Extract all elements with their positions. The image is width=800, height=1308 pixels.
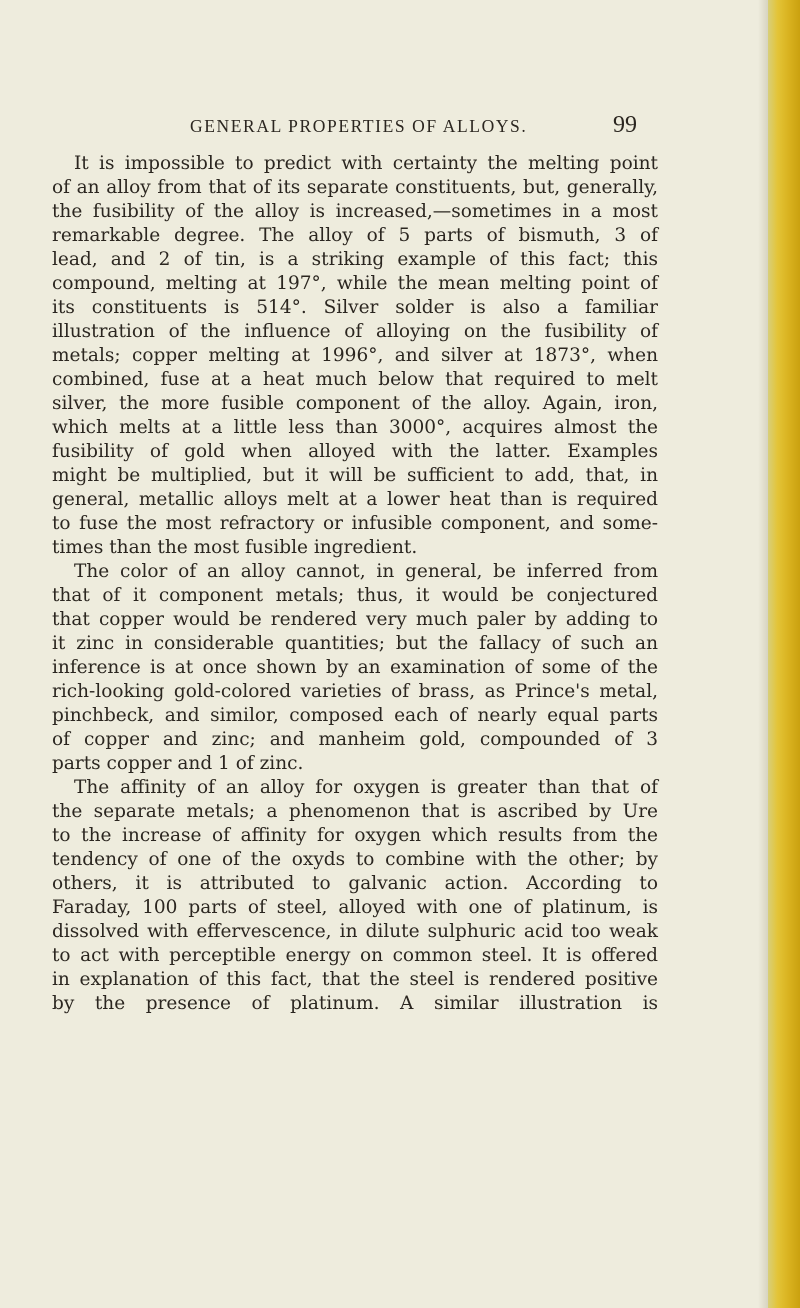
text-line: pinchbeck, and similor, composed each of nearly equal parts [52,705,658,726]
text-line: general, metallic alloys melt at a lower heat than is required [52,489,658,510]
text-line: fusibility of gold when alloyed with the latter. Examples [52,441,658,462]
text-line: to act with perceptible energy on common steel. It is offered [52,945,658,966]
text-line: which melts at a little less than 3000°, acquires almost the [52,417,658,438]
text-line: that of it component metals; thus, it would be conjectured [52,585,658,606]
text-line: of an alloy from that of its separate constituents, but, generally, [52,177,658,198]
text-line: times than the most fusible ingredient. [52,537,418,558]
text-line: by the presence of platinum. A similar illustration is [52,993,658,1014]
text-line: lead, and 2 of tin, is a striking example of this fact; this [52,249,658,270]
text-line: to fuse the most refractory or infusible component, and some- [52,513,658,534]
text-line: dissolved with effervescence, in dilute sulphuric acid too weak [52,921,658,942]
text-line: It is impossible to predict with certainty the melting point [74,153,658,174]
page-number: 99 [613,112,637,138]
text-line: the fusibility of the alloy is increased,—sometimes in a most [52,201,658,222]
text-line: that copper would be rendered very much paler by adding to [52,609,658,630]
running-head-title: GENERAL PROPERTIES OF ALLOYS. [190,116,528,136]
text-line: compound, melting at 197°, while the mean melting point of [52,273,658,294]
book-binding-edge [768,0,800,1308]
text-line: tendency of one of the oxyds to combine with the other; by [52,849,658,870]
text-line: inference is at once shown by an examination of some of the [52,657,658,678]
text-line: parts copper and 1 of zinc. [52,753,304,774]
text-line: it zinc in considerable quantities; but the fallacy of such an [52,633,658,654]
text-line: its constituents is 514°. Silver solder is also a familiar [52,297,658,318]
text-line: might be multiplied, but it will be sufficient to add, that, in [52,465,658,486]
text-line: the separate metals; a phenomenon that is ascribed by Ure [52,801,658,822]
text-line: others, it is attributed to galvanic action. According to [52,873,658,894]
running-head [0,112,768,146]
text-line: The affinity of an alloy for oxygen is greater than that of [74,777,658,798]
text-line: of copper and zinc; and manheim gold, compounded of 3 [52,729,658,750]
text-line: The color of an alloy cannot, in general, be inferred from [74,561,658,582]
text-line: combined, fuse at a heat much below that required to melt [52,369,658,390]
text-line: in explanation of this fact, that the steel is rendered positive [52,969,658,990]
page-gutter-shadow [758,0,768,1308]
text-line: Faraday, 100 parts of steel, alloyed with one of platinum, is [52,897,658,918]
text-line: to the increase of affinity for oxygen which results from the [52,825,658,846]
text-line: silver, the more fusible component of the alloy. Again, iron, [52,393,658,414]
body-text [52,152,658,1016]
text-line: rich-looking gold-colored varieties of brass, as Prince's metal, [52,681,658,702]
text-line: remarkable degree. The alloy of 5 parts of bismuth, 3 of [52,225,658,246]
text-line: metals; copper melting at 1996°, and silver at 1873°, when [52,345,658,366]
text-line: illustration of the influence of alloying on the fusibility of [52,321,658,342]
